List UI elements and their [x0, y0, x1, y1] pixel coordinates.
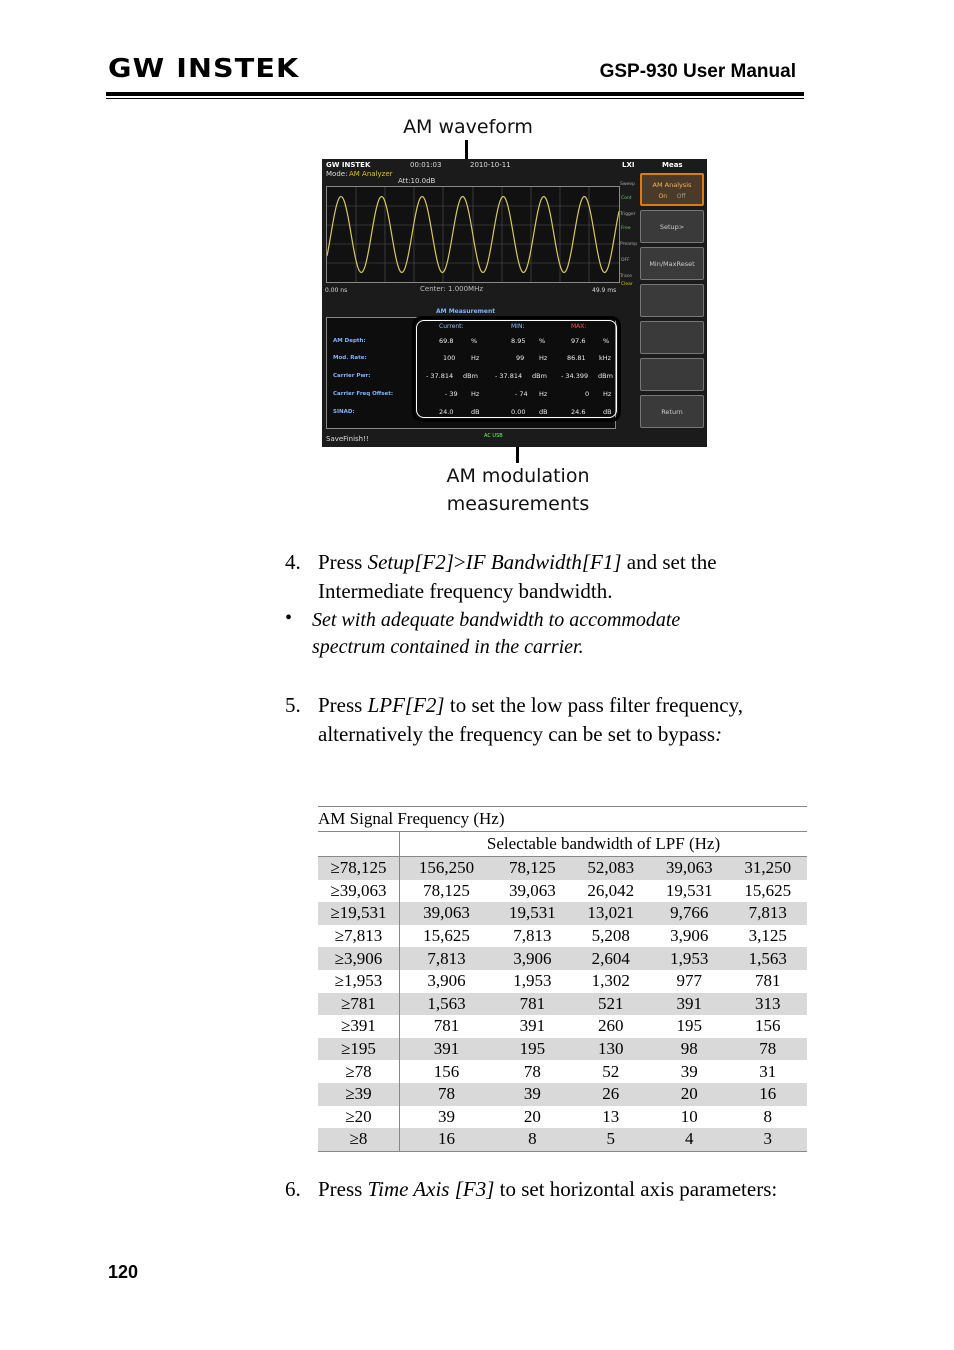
- table-cell-bandwidth: 7,813: [728, 902, 807, 925]
- table-row: [318, 925, 807, 948]
- table-cell-bandwidth: 7,813: [400, 947, 494, 970]
- table-cell-bandwidth: 3,906: [670, 926, 709, 946]
- table-cell-bandwidth: 52: [602, 1061, 620, 1081]
- table-row: [318, 1060, 807, 1083]
- meas-min-unit: dBm: [532, 372, 547, 380]
- measurement-title: AM Measurement: [436, 308, 496, 315]
- am-on: On: [658, 193, 668, 200]
- table-cell-signal: ≥781: [318, 993, 400, 1016]
- side-trigger: Trigger: [620, 212, 636, 217]
- meas-cur-unit: dB: [471, 408, 480, 416]
- meas-max: 24.6: [571, 408, 586, 416]
- meas-row-label: Carrier Pwr:: [333, 373, 371, 379]
- table-cell-signal: ≥195: [318, 1038, 400, 1061]
- softkey-blank-4[interactable]: [640, 284, 704, 317]
- screen-date: 2010-10-11: [470, 161, 511, 169]
- table-cell-bandwidth: 39,063: [400, 902, 494, 925]
- x-axis-start: 0.00 ns: [325, 287, 348, 294]
- table-cell-signal: ≥391: [318, 1015, 400, 1038]
- table-cell-bandwidth: 391: [400, 1038, 494, 1061]
- table-cell-signal: ≥3,906: [318, 947, 400, 970]
- table-cell-bandwidth: 391: [650, 993, 728, 1016]
- callout-line-2: measurements: [446, 493, 590, 515]
- table-row: [318, 1106, 807, 1129]
- screen-logo: GW INSTEK: [326, 161, 371, 169]
- step-text: [318, 691, 788, 749]
- table-cell-bandwidth: 13,021: [572, 902, 650, 925]
- table-cell-bandwidth: 1,302: [591, 971, 630, 991]
- table-cell-signal: ≥19,531: [318, 902, 400, 925]
- table-cell-bandwidth: 521: [572, 993, 650, 1016]
- table-cell-bandwidth: 78: [523, 1061, 541, 1081]
- softkey-setup[interactable]: Setup>: [640, 210, 704, 243]
- key-lpf: LPF[F2]: [367, 693, 445, 717]
- waveform-graph: [326, 186, 620, 283]
- meas-row-label: Mod. Rate:: [333, 355, 367, 361]
- lpf-bandwidth-table: [318, 806, 807, 1152]
- screen-attenuation: Att:10.0dB: [398, 177, 436, 185]
- table-cell-bandwidth: 4: [650, 1128, 728, 1151]
- step-number: 6.: [285, 1177, 301, 1201]
- table-cell-bandwidth: 977: [676, 971, 702, 991]
- x-axis-end: 49.9 ms: [592, 287, 617, 294]
- table-cell-bandwidth: 2,604: [572, 947, 650, 970]
- key-setup: Setup[F2]: [367, 550, 454, 574]
- table-cell-bandwidth: 16: [400, 1128, 494, 1151]
- key-time-axis: Time Axis [F3]: [367, 1177, 495, 1201]
- screen-lxi-icon: LXI: [622, 161, 635, 169]
- table-cell-bandwidth: 26: [572, 1083, 650, 1106]
- page-number: 120: [108, 1262, 139, 1282]
- softkey-label: AM Analysis: [652, 181, 692, 189]
- table-cell-bandwidth: 391: [519, 1016, 546, 1036]
- meas-row-label: AM Depth:: [333, 338, 366, 344]
- table-cell-bandwidth: 39,063: [508, 880, 556, 900]
- callout-am-waveform: AM waveform: [403, 116, 533, 138]
- table-cell-bandwidth: 156: [754, 1016, 781, 1036]
- meas-min-unit: dB: [539, 408, 548, 416]
- table-cell-bandwidth: 52,083: [572, 857, 650, 880]
- meas-cur-unit: dBm: [463, 372, 478, 380]
- table-cell-bandwidth: 19,531: [665, 880, 713, 900]
- softkey-minmax-reset[interactable]: Min/MaxReset: [640, 247, 704, 280]
- table-row: [318, 1128, 807, 1151]
- table-cell-bandwidth: 195: [493, 1038, 571, 1061]
- table-cell-bandwidth: 39: [680, 1061, 698, 1081]
- table-cell-bandwidth: 781: [493, 993, 571, 1016]
- meas-row-label: SINAD:: [333, 409, 355, 415]
- table-cell-bandwidth: 195: [676, 1016, 702, 1036]
- step-text-post: to set the low pass filter frequency, alternatively the frequency can be set to bypass: [318, 693, 743, 746]
- col-head-min: MIN:: [511, 323, 525, 330]
- table-cell-bandwidth: 9,766: [650, 902, 728, 925]
- header-rule-thin: [106, 98, 804, 99]
- softkey-am-analysis[interactable]: [640, 173, 704, 206]
- side-free: Free: [621, 226, 631, 231]
- meas-cur: - 37.814: [426, 372, 454, 380]
- softkey-return[interactable]: Return: [640, 395, 704, 428]
- table-cell-bandwidth: 78,125: [493, 857, 571, 880]
- table-cell-bandwidth: 156: [433, 1061, 460, 1081]
- step-text-pre: Press: [318, 693, 368, 717]
- table-cell-bandwidth: 8: [493, 1128, 571, 1151]
- meas-min: 0.00: [511, 408, 526, 416]
- table-cell-bandwidth: 19,531: [493, 902, 571, 925]
- table-cell-bandwidth: 15,625: [423, 926, 470, 946]
- table-cell-bandwidth: 16: [728, 1083, 807, 1106]
- table-cell-bandwidth: 13: [602, 1106, 620, 1126]
- step-5: [285, 691, 795, 781]
- table-cell-bandwidth: 39,063: [650, 857, 728, 880]
- step-text-pre: Press: [318, 1177, 368, 1201]
- table-cell-bandwidth: 3: [728, 1128, 807, 1151]
- table-cell-bandwidth: 78,125: [423, 880, 470, 900]
- table-cell-signal: ≥20: [318, 1106, 400, 1129]
- meas-min-unit: Hz: [539, 354, 548, 362]
- meas-min: 8.95: [511, 337, 526, 345]
- table-row: [318, 902, 807, 925]
- meas-cur: 69.8: [439, 337, 454, 345]
- am-off: Off: [676, 193, 686, 200]
- table-cell-bandwidth: 781: [754, 971, 781, 991]
- softkey-blank-6[interactable]: [640, 358, 704, 391]
- callout-am-measurements: [410, 462, 626, 518]
- table-cell-bandwidth: 31: [759, 1061, 777, 1081]
- meas-min: - 74: [515, 390, 528, 398]
- table-cell-bandwidth: 78: [400, 1083, 494, 1106]
- meas-max: - 34.399: [561, 372, 589, 380]
- side-off: OFF: [621, 258, 630, 263]
- meas-max: 86.81: [567, 354, 586, 362]
- step-text-sep: >: [453, 550, 466, 574]
- table-cell-bandwidth: 781: [433, 1016, 460, 1036]
- side-trace: Trace: [620, 274, 632, 279]
- callout-line-1: AM modulation: [446, 465, 590, 487]
- step-text-pre: Press: [318, 550, 368, 574]
- col-head-max: MAX:: [571, 323, 587, 330]
- table-row: [318, 993, 807, 1016]
- table-cell-bandwidth: 39: [493, 1083, 571, 1106]
- note-text: Set with adequate bandwidth to accommodate spectrum contained in the carrier.: [312, 609, 681, 658]
- table-row: [318, 947, 807, 970]
- x-axis-center: Center: 1.000MHz: [420, 285, 484, 293]
- meas-cur: 24.0: [439, 408, 454, 416]
- header-rule: [106, 92, 804, 96]
- step-number: 4.: [285, 550, 301, 574]
- table-cell-bandwidth: 130: [572, 1038, 650, 1061]
- screen-time: 00:01:03: [410, 161, 442, 169]
- side-sweep: Sweep: [620, 182, 635, 187]
- table-cell-bandwidth: 39: [438, 1106, 456, 1126]
- side-clear: Clear: [621, 282, 633, 287]
- status-message: SaveFinish!!: [326, 435, 369, 443]
- meas-min: 99: [516, 354, 525, 362]
- meas-max-unit: kHz: [599, 354, 612, 362]
- table-cell-bandwidth: 5: [572, 1128, 650, 1151]
- table-row: [318, 1015, 807, 1038]
- step-4: [285, 548, 795, 608]
- meas-max-unit: dB: [603, 408, 612, 416]
- meas-min-unit: Hz: [539, 390, 548, 398]
- meas-min-unit: %: [539, 337, 546, 345]
- step-text-colon: :: [715, 722, 723, 746]
- meas-max: 0: [585, 390, 590, 398]
- table-cell-bandwidth: 8: [763, 1106, 772, 1126]
- key-if-bandwidth: IF Bandwidth[F1]: [465, 550, 622, 574]
- measurement-highlight-inner: [416, 320, 617, 418]
- table-cell-bandwidth: 7,813: [513, 926, 552, 946]
- table-cell-bandwidth: 78: [728, 1038, 807, 1061]
- table-cell-bandwidth: 3,125: [748, 926, 787, 946]
- meas-min: - 37.814: [495, 372, 523, 380]
- meas-cur: 100: [443, 354, 456, 362]
- table-header-lpf: Selectable bandwidth of LPF (Hz): [400, 832, 808, 857]
- table-cell-signal: ≥78,125: [318, 857, 400, 880]
- table-cell-bandwidth: 3,906: [427, 971, 466, 991]
- meas-max-unit: dBm: [598, 372, 613, 380]
- table-cell-bandwidth: 1,953: [650, 947, 728, 970]
- menu-title: Meas: [662, 161, 683, 169]
- brand-logo: GW INSTEK: [108, 54, 300, 84]
- table-cell-bandwidth: 98: [650, 1038, 728, 1061]
- table-cell-signal: ≥39,063: [318, 880, 400, 903]
- bullet-dot: •: [285, 607, 293, 629]
- status-io: AC USB: [484, 433, 503, 439]
- table-header-blank: [318, 832, 400, 857]
- meas-row-label: Carrier Freq Offset:: [333, 391, 394, 397]
- meas-cur-unit: Hz: [471, 354, 480, 362]
- step-text: [318, 548, 788, 606]
- table-cell-bandwidth: 156,250: [400, 857, 494, 880]
- softkey-blank-5[interactable]: [640, 321, 704, 354]
- softkey-onoff: [642, 191, 702, 203]
- table-cell-signal: ≥7,813: [318, 925, 400, 948]
- table-row: [318, 1038, 807, 1061]
- meas-max-unit: Hz: [603, 390, 612, 398]
- meas-cur-unit: %: [471, 337, 478, 345]
- side-cont: Cont: [621, 196, 632, 201]
- table-row: [318, 970, 807, 993]
- table-cell-bandwidth: 15,625: [744, 880, 792, 900]
- table-cell-bandwidth: 20: [523, 1106, 541, 1126]
- table-row: [318, 857, 807, 880]
- meas-max-unit: %: [603, 337, 610, 345]
- manual-title: GSP-930 User Manual: [599, 61, 796, 82]
- step-text-post: and set the Intermediate frequency bandwidth.: [318, 550, 717, 603]
- table-cell-bandwidth: 260: [598, 1016, 624, 1036]
- table-cell-bandwidth: 5,208: [591, 926, 630, 946]
- meas-max: 97.6: [571, 337, 586, 345]
- step-number: 5.: [285, 693, 301, 717]
- screen-mode-value: AM Analyzer: [349, 170, 393, 178]
- table-row: [318, 880, 807, 903]
- table-cell-bandwidth: 3,906: [493, 947, 571, 970]
- table-header-row: [318, 832, 807, 857]
- table-cell-bandwidth: 1,563: [728, 947, 807, 970]
- col-head-current: Current:: [439, 323, 464, 330]
- step-6: [285, 1175, 795, 1235]
- table-cell-bandwidth: 31,250: [728, 857, 807, 880]
- table-header-signal: AM Signal Frequency (Hz): [318, 807, 807, 832]
- step-text: [318, 1175, 788, 1204]
- waveform-svg: [327, 187, 619, 282]
- screen-mode-label: Mode:: [326, 170, 348, 178]
- table-cell-signal: ≥78: [318, 1060, 400, 1083]
- table-cell-bandwidth: 20: [650, 1083, 728, 1106]
- table-cell-signal: ≥1,953: [318, 970, 400, 993]
- meas-cur-unit: Hz: [471, 390, 480, 398]
- table-cell-signal: ≥39: [318, 1083, 400, 1106]
- side-preamp: Preamp: [620, 242, 638, 247]
- table-cell-signal: ≥8: [318, 1128, 400, 1151]
- table-cell-bandwidth: 1,563: [400, 993, 494, 1016]
- table-row: [318, 1083, 807, 1106]
- table-cell-bandwidth: 10: [680, 1106, 698, 1126]
- table-cell-bandwidth: 1,953: [513, 971, 552, 991]
- step-text-post: to set horizontal axis parameters:: [494, 1177, 778, 1201]
- table-header-row: [318, 807, 807, 832]
- table-cell-bandwidth: 313: [728, 993, 807, 1016]
- meas-cur: - 39: [445, 390, 458, 398]
- table-cell-bandwidth: 26,042: [587, 880, 635, 900]
